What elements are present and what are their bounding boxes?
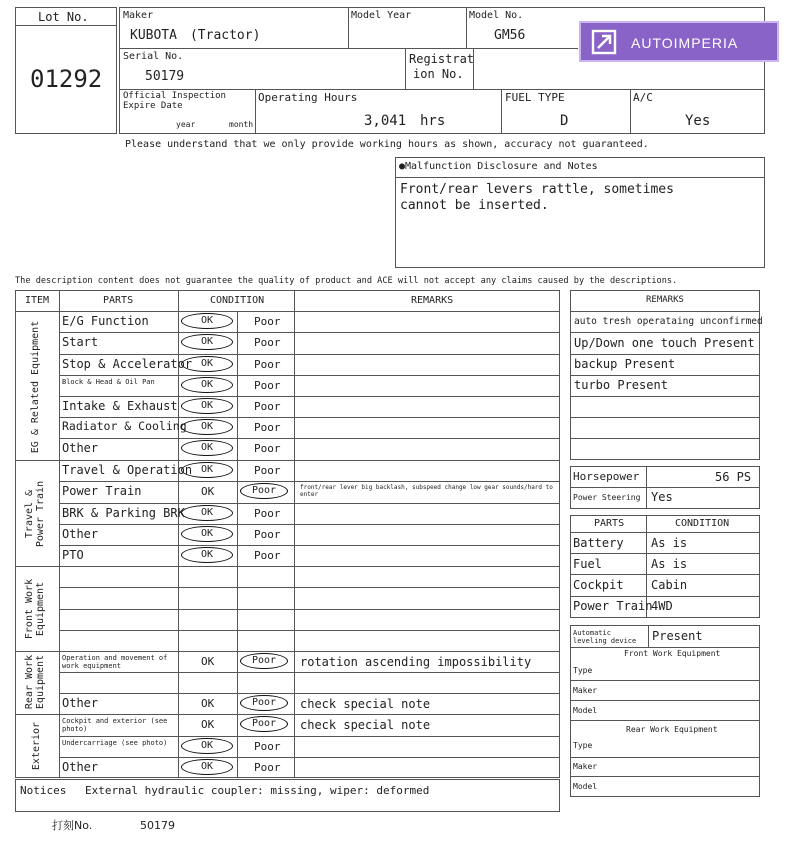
condition-poor: Poor	[254, 507, 281, 520]
battery-value: As is	[651, 536, 688, 550]
year-label: year	[176, 120, 196, 129]
hours-value: 3,041	[364, 113, 407, 129]
rear-equipment-title: Rear Work Equipment	[626, 725, 718, 734]
condition-ok: OK	[181, 738, 233, 754]
hours-unit: hrs	[420, 113, 446, 129]
horsepower-value: 56 PS	[715, 470, 752, 484]
condition-poor: Poor	[240, 716, 288, 732]
row-part: Start	[62, 335, 99, 349]
front-type-label: Type	[573, 666, 593, 675]
stamp-label: 打刻No.	[52, 819, 93, 832]
row-part: Travel & Operation	[62, 463, 193, 477]
header-parts: PARTS	[103, 295, 134, 306]
condition-ok: OK	[181, 759, 233, 775]
condition-ok: OK	[181, 526, 233, 542]
row-remark: check special note	[300, 697, 431, 711]
model-no-value: GM56	[494, 28, 526, 43]
fuel-value: D	[560, 113, 569, 129]
condition-poor: Poor	[254, 379, 281, 392]
row-part: Other	[62, 760, 99, 774]
power-train-label: Power Train	[573, 599, 653, 613]
fuel-label: FUEL TYPE	[505, 91, 565, 104]
model-no-label: Model No.	[469, 10, 524, 21]
row-part: E/G Function	[62, 314, 149, 328]
malfunction-line-2: cannot be inserted.	[400, 198, 549, 213]
maker-label: Maker	[123, 10, 154, 21]
remark-line-2: Up/Down one touch Present	[574, 336, 755, 350]
row-part: Other	[62, 441, 99, 455]
header-condition: CONDITION	[210, 295, 265, 306]
row-part: BRK & Parking BRK	[62, 506, 185, 520]
horsepower-label: Horsepower	[573, 470, 640, 483]
malfunction-line-1: Front/rear levers rattle, sometimes	[400, 182, 674, 197]
rear-model-label: Model	[573, 782, 598, 791]
condition-poor: Poor	[254, 549, 281, 562]
remark-line-1: auto tresh operataing unconfirmed	[574, 316, 763, 327]
maker-value: KUBOTA (Tractor)	[130, 28, 261, 43]
header-item: ITEM	[25, 295, 50, 306]
front-equipment-title: Front Work Equipment	[624, 649, 721, 658]
row-part: PTO	[62, 548, 84, 562]
auto-leveling-value: Present	[652, 629, 703, 643]
condition-poor: Poor	[254, 315, 281, 328]
condition-poor: Poor	[254, 528, 281, 541]
rear-type-label: Type	[573, 741, 593, 750]
fuel-part-value: As is	[651, 557, 688, 571]
fuel-part-label: Fuel	[573, 557, 602, 571]
power-train-value: 4WD	[651, 599, 673, 613]
condition-ok: OK	[201, 655, 215, 668]
row-part: Stop & Accelerator	[62, 357, 193, 371]
power-steering-value: Yes	[651, 490, 673, 504]
front-model-label: Model	[573, 706, 598, 715]
cockpit-value: Cabin	[651, 578, 688, 592]
stamp-value: 50179	[140, 819, 175, 832]
group-front-label: Front Work Equipment	[24, 578, 46, 640]
serial-label: Serial No.	[123, 51, 184, 62]
condition-poor: Poor	[254, 336, 281, 349]
condition-ok: OK	[181, 419, 233, 435]
condition-poor: Poor	[254, 740, 281, 753]
condition-poor: Poor	[254, 464, 281, 477]
condition-ok: OK	[201, 718, 215, 731]
month-label: month	[229, 120, 254, 129]
condition-poor: Poor	[254, 400, 281, 413]
autoimperia-logo	[579, 21, 779, 62]
condition-poor: Poor	[240, 483, 288, 499]
header-remarks: REMARKS	[411, 295, 454, 306]
condition-ok: OK	[181, 313, 233, 329]
condition-ok: OK	[201, 485, 215, 498]
front-maker-label: Maker	[573, 686, 598, 695]
row-part: Cockpit and exterior (see photo)	[62, 717, 168, 733]
disclaimer: The description content does not guarantee the quality of product and ACE will not accept any claims caused by the descriptions.	[15, 276, 678, 286]
cockpit-label: Cockpit	[573, 578, 624, 592]
row-remark: rotation ascending impossibility	[300, 655, 532, 669]
condition-ok: OK	[181, 334, 233, 350]
row-part: Intake & Exhaust	[62, 399, 178, 413]
logo-icon	[591, 29, 617, 55]
auto-leveling-label: Automatic leveling device	[573, 629, 637, 645]
notices-label: Notices	[20, 784, 67, 797]
condition-ok: OK	[181, 356, 233, 372]
hours-label: Operating Hours	[258, 91, 358, 104]
row-remark: check special note	[300, 718, 431, 732]
condition-ok: OK	[201, 697, 215, 710]
row-part: Radiator & Cooling	[62, 419, 187, 433]
lot-number: 01292	[30, 65, 103, 93]
condition-poor: Poor	[240, 653, 288, 669]
remark-line-3: backup Present	[574, 357, 676, 371]
condition-header: CONDITION	[675, 518, 730, 529]
condition-ok: OK	[181, 462, 233, 478]
notices-value: External hydraulic coupler: missing, wiper: deformed	[85, 784, 430, 797]
inspection-label-2: Expire Date	[123, 101, 183, 111]
serial-value: 50179	[145, 69, 185, 84]
condition-poor: Poor	[254, 358, 281, 371]
condition-ok: OK	[181, 547, 233, 563]
registration-label-2: ion No.	[413, 67, 464, 81]
parts-header: PARTS	[594, 518, 625, 529]
row-part: Operation and movement of work equipment	[62, 654, 168, 670]
condition-ok: OK	[181, 398, 233, 414]
inspection-label-1: Official Inspection	[123, 91, 226, 101]
group-eg-label: EG & Related Equipment	[30, 320, 41, 454]
group-travel-label: Travel & Power Train	[24, 480, 46, 548]
hours-note: Please understand that we only provide working hours as shown, accuracy not guaranteed.	[125, 139, 649, 150]
condition-poor: Poor	[254, 442, 281, 455]
ac-value: Yes	[685, 113, 711, 129]
malfunction-title: ●Malfunction Disclosure and Notes	[399, 161, 598, 172]
rear-maker-label: Maker	[573, 762, 598, 771]
condition-ok: OK	[181, 505, 233, 521]
group-exterior-label: Exterior	[31, 721, 42, 771]
condition-poor: Poor	[254, 761, 281, 774]
row-part: Other	[62, 696, 99, 710]
logo-text: AUTOIMPERIA	[631, 35, 739, 51]
model-year-label: Model Year	[351, 10, 412, 21]
row-remark: front/rear lever big backlash, subspeed change low gear sounds/hard to enter	[300, 484, 553, 498]
condition-ok: OK	[181, 377, 233, 393]
right-remarks-header: REMARKS	[646, 295, 684, 305]
row-part: Other	[62, 527, 99, 541]
power-steering-label: Power Steering	[573, 493, 641, 502]
group-rear-label: Rear Work Equipment	[24, 654, 46, 710]
condition-poor: Poor	[254, 421, 281, 434]
row-part: Power Train	[62, 484, 142, 498]
row-part: Undercarriage (see photo)	[62, 739, 168, 747]
registration-label-1: Registrat	[409, 52, 475, 66]
condition-poor: Poor	[240, 695, 288, 711]
lot-label: Lot No.	[38, 10, 89, 24]
ac-label: A/C	[633, 91, 653, 104]
battery-label: Battery	[573, 536, 624, 550]
row-part: Block & Head & Oil Pan	[62, 378, 155, 386]
remark-line-4: turbo Present	[574, 378, 668, 392]
condition-ok: OK	[181, 440, 233, 456]
